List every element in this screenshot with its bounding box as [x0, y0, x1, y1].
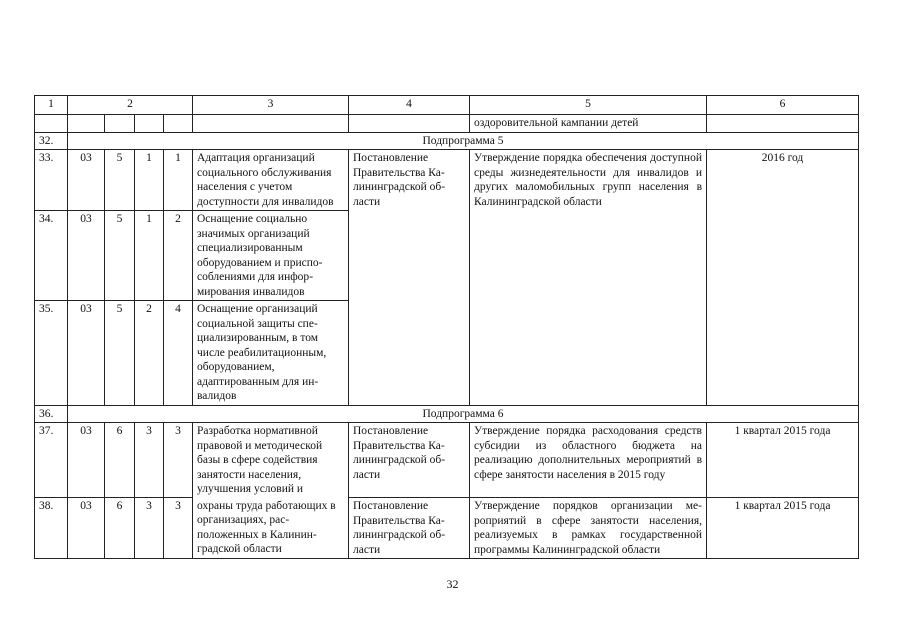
row-number: 37. — [35, 423, 68, 498]
code-cell-3: 2 — [135, 301, 164, 406]
code-cell-4: 2 — [164, 211, 193, 301]
row-number: 33. — [35, 150, 68, 211]
header-col-5: 5 — [470, 96, 707, 115]
row-number: 34. — [35, 211, 68, 301]
code-cell-3: 1 — [135, 211, 164, 301]
table-row-37 — [35, 423, 859, 498]
code-cell-3: 3 — [135, 423, 164, 498]
legal-act-content: Утверждение порядка расходования средств субсидии из областного бюджета на реализацию дополнительных мероприятий в сфере занятости населения в 2015 году — [470, 423, 707, 498]
header-col-6: 6 — [707, 96, 859, 115]
deadline: 1 квартал 2015 года — [707, 498, 859, 559]
row-number: 36. — [35, 405, 68, 423]
code-cell-3: 3 — [135, 498, 164, 559]
code-cell-4: 3 — [164, 498, 193, 559]
legal-act-type: Постановление Правительства Калининградской области — [349, 150, 470, 406]
table-row-38 — [35, 498, 859, 559]
carry-cell-col3 — [193, 115, 349, 133]
carry-cell-c1 — [68, 115, 105, 133]
measure-name: Оснащение социально значимых организаций специализированным оборудованием и приспособлениями для информирования инвалидов — [193, 211, 349, 301]
header-row — [35, 96, 859, 115]
carry-cell-c3 — [135, 115, 164, 133]
deadline: 2016 год — [707, 150, 859, 406]
code-cell-2: 5 — [105, 150, 135, 211]
document-table — [34, 95, 859, 559]
code-cell-1: 03 — [68, 301, 105, 406]
carry-cell-col5: оздоровительной кампании детей — [470, 115, 707, 133]
header-col-4: 4 — [349, 96, 470, 115]
legal-act-type: Постановление Правительства Калининградской области — [349, 423, 470, 498]
header-col-1: 1 — [35, 96, 68, 115]
legal-act-content: Утверждение порядков организации мероприятий в сфере занятости населения, реализуемых в рамках государственной программы Калининградской области — [470, 498, 707, 559]
measure-name: Оснащение организаций социальной защиты специализированным, в том числе реабилитационным, оборудованием, адаптированным для инвалидов — [193, 301, 349, 406]
measure-name-continued: охраны труда работающих в организациях, расположенных в Калининградской области — [193, 498, 349, 559]
subprogram-title: Подпрограмма 5 — [68, 132, 859, 150]
code-cell-1: 03 — [68, 423, 105, 498]
legal-act-content: Утверждение порядка обеспечения доступной среды жизнедеятельности для инвалидов и других маломобильных групп населения в Калининградской области — [470, 150, 707, 406]
code-cell-4: 3 — [164, 423, 193, 498]
carry-cell-col6 — [707, 115, 859, 133]
row-number: 32. — [35, 132, 68, 150]
code-cell-3: 1 — [135, 150, 164, 211]
measure-name: Адаптация организаций социального обслуживания населения с учетом доступности для инвалидов — [193, 150, 349, 211]
carry-over-row — [35, 115, 859, 133]
code-cell-2: 6 — [105, 498, 135, 559]
code-cell-1: 03 — [68, 498, 105, 559]
row-number: 38. — [35, 498, 68, 559]
deadline: 1 квартал 2015 года — [707, 423, 859, 498]
code-cell-2: 5 — [105, 301, 135, 406]
code-cell-2: 5 — [105, 211, 135, 301]
subprogram-row-5 — [35, 132, 859, 150]
carry-cell-col4 — [349, 115, 470, 133]
subprogram-title: Подпрограмма 6 — [68, 405, 859, 423]
code-cell-4: 1 — [164, 150, 193, 211]
page-number: 32 — [446, 577, 459, 591]
header-col-3: 3 — [193, 96, 349, 115]
measure-name: Разработка нормативной правовой и методической базы в сфере содействия занятости населения, улучшения условий и — [193, 423, 349, 498]
carry-cell-c2 — [105, 115, 135, 133]
code-cell-1: 03 — [68, 150, 105, 211]
header-col-2: 2 — [68, 96, 193, 115]
code-cell-2: 6 — [105, 423, 135, 498]
code-cell-4: 4 — [164, 301, 193, 406]
table-row-33 — [35, 150, 859, 211]
code-cell-1: 03 — [68, 211, 105, 301]
subprogram-row-6 — [35, 405, 859, 423]
carry-cell-num — [35, 115, 68, 133]
carry-cell-c4 — [164, 115, 193, 133]
row-number: 35. — [35, 301, 68, 406]
legal-act-type: Постановление Правительства Калининградской области — [349, 498, 470, 559]
